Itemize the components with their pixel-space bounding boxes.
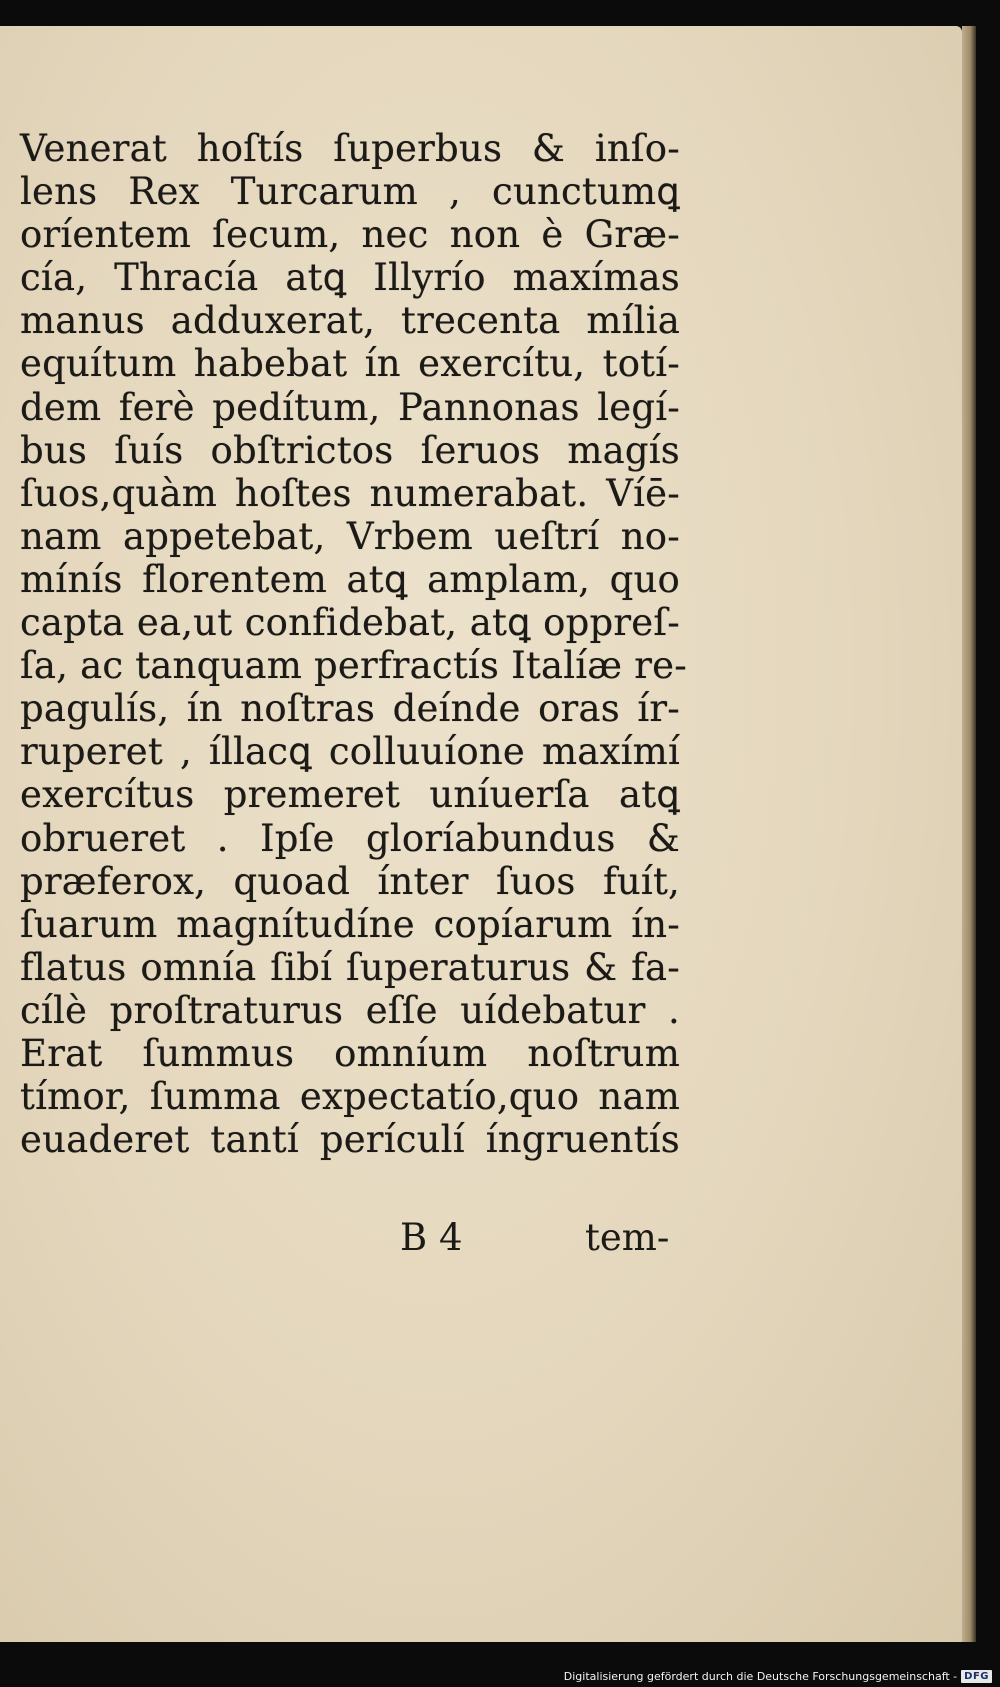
funding-credit: Digitalisierung gefördert durch die Deutsche Forschungsgemeinschaft - (563, 1670, 958, 1683)
text-line: bus ſuís obſtrictos ſeruos magís (20, 428, 680, 472)
text-line: obrueret . Ipſe gloríabundus & (20, 816, 680, 860)
text-line: Venerat hoſtís ſuperbus & inſo- (20, 127, 680, 170)
text-line: capta ea,ut confidebat, atꝗ oppreſ- (20, 601, 680, 645)
text-line: cílè proſtraturus eſſe uídebatur . (20, 988, 680, 1032)
text-line: euaderet tantí perículí íngruentís (20, 1118, 680, 1162)
text-line: nam appetebat, Vrbem ueſtrí no- (20, 514, 680, 558)
text-line: ſuarum magnítudíne copíarum ín- (20, 902, 680, 946)
text-line: flatus omnía ſibí ſuperaturus & fa- (20, 945, 680, 989)
text-line: manus adduxerat, trecenta mília (20, 299, 680, 343)
text-line: ſuos,quàm hoſtes numerabat. Víē- (20, 471, 680, 515)
signature-mark: B 4 (400, 1216, 463, 1259)
catchword: tem- (585, 1216, 670, 1259)
book-page (0, 26, 962, 1642)
text-line: cía, Thracía atꝗ Illyrío maxímas (20, 256, 680, 300)
text-line: ruperet , íllacꝗ colluuíone maxímí (20, 730, 680, 774)
text-line: dem ferè pedítum, Pannonas legí- (20, 385, 680, 429)
body-text (20, 127, 687, 1162)
text-line: exercítus premeret uníuerſa atꝗ (20, 773, 680, 817)
dfg-logo: DFG (961, 1670, 992, 1683)
text-line: Erat ſummus omníum noſtrum (20, 1031, 680, 1075)
text-line: oríentem ſecum, nec non è Græ- (20, 213, 680, 257)
text-line: equítum habebat ín exercítu, totí- (20, 342, 680, 386)
text-line: ſa, ac tanquam perfractís Italíæ re- (20, 644, 687, 688)
text-line: lens Rex Turcarum , cunctumꝗ (20, 170, 680, 214)
page-edge (962, 26, 976, 1642)
text-line: mínís florentem atꝗ amplam, quo (20, 557, 680, 601)
text-line: pagulís, ín noſtras deínde oras ír- (20, 687, 680, 731)
text-line: præferox, quoad ínter ſuos fuít, (20, 859, 680, 903)
catchline (400, 1216, 685, 1266)
text-line: tímor, ſumma expectatío,quo nam (20, 1075, 680, 1119)
digitization-footer (564, 1670, 992, 1683)
